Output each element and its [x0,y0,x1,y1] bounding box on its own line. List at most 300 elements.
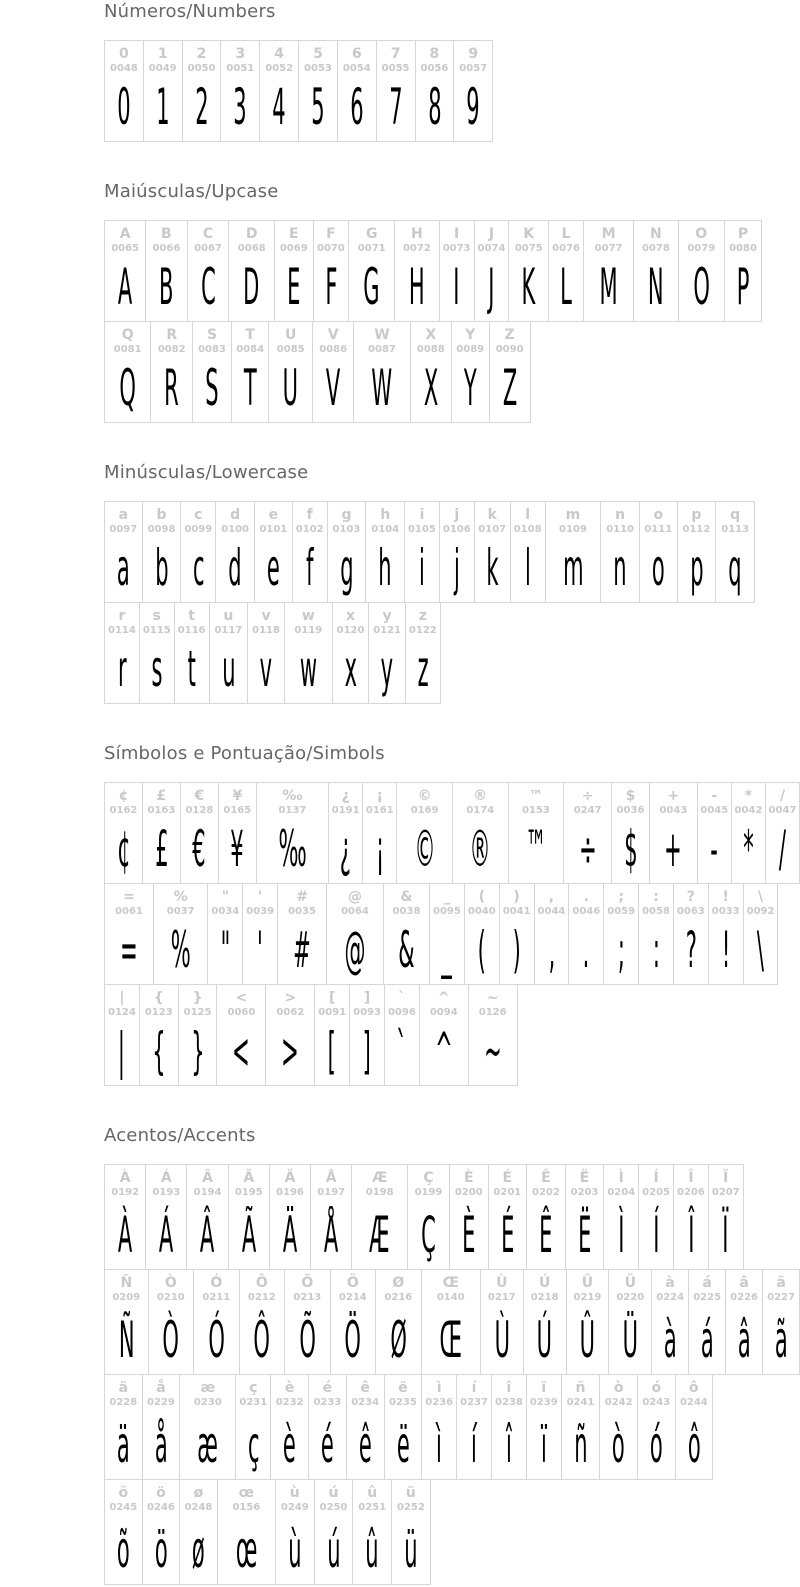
glyph-preview-area [146,1514,177,1578]
glyph-cell [608,1269,652,1375]
unicode-code: 0089 [456,344,485,355]
glyph-preview-area [712,1199,740,1263]
unicode-code: 0048 [109,63,138,74]
unicode-code: 0165 [223,805,252,816]
reference-char: Ä [284,1170,296,1186]
font-glyph: D [243,258,260,316]
reference-char: â [739,1275,749,1291]
reference-char: 3 [235,46,246,62]
glyph-preview-area [728,255,758,315]
font-glyph: & [398,921,415,979]
glyph-cell [228,1164,270,1270]
reference-char: 6 [351,46,362,62]
font-glyph: @ [344,921,366,979]
glyph-cell [207,883,243,985]
font-glyph: I [453,258,460,316]
glyph-cell [284,602,333,704]
glyph-cell [216,984,266,1086]
glyph-preview-area [472,1019,514,1079]
glyph-cell [394,220,440,322]
font-glyph: p [689,539,704,597]
reference-char: Ô [255,1275,268,1291]
glyph-cell [488,1164,528,1270]
unicode-code: 0081 [113,344,142,355]
font-glyph: Ø [390,1311,407,1369]
unicode-code: 0100 [221,524,250,535]
glyph-preview-area [353,1019,381,1079]
font-glyph: Â [200,1206,215,1264]
font-glyph: 9 [466,78,480,136]
unicode-code: 0110 [606,524,635,535]
section-title: Números/Numbers [104,1,276,22]
glyph-preview-area [157,918,205,978]
glyph-cell [376,40,416,142]
reference-char: { [153,990,164,1006]
font-glyph: E [287,258,301,316]
reference-char: , [548,889,555,905]
font-glyph: Ü [622,1311,638,1369]
unicode-code: 0087 [368,344,396,355]
glyph-preview-area [503,918,531,978]
glyph-cell [268,321,313,423]
glyph-cell [186,1164,228,1270]
glyph-cell [603,883,639,985]
unicode-code: 0071 [357,243,386,254]
reference-char: ¡ [376,788,383,804]
font-glyph: © [414,820,436,878]
font-glyph: Æ [369,1206,390,1264]
glyph-table [104,40,800,142]
reference-char: ` [398,990,406,1006]
glyph-preview-area [149,255,183,315]
reference-char: T [245,327,255,343]
unicode-code: 0118 [252,625,280,636]
glyph-preview-area [380,75,412,135]
glyph-preview-area [655,1304,685,1368]
font-glyph: £ [154,820,169,878]
font-glyph: Ë [577,1206,592,1264]
reference-char: R [166,327,178,343]
reference-char: h [380,507,391,523]
glyph-row [104,501,800,603]
glyph-cell [353,321,410,423]
glyph-preview-area [679,1409,710,1473]
unicode-code: 0231 [239,1397,268,1408]
font-glyph: ú [326,1521,341,1579]
font-glyph: € [192,820,207,878]
glyph-preview-area [604,536,636,596]
glyph-cell [611,782,650,884]
glyph-cell [270,1374,309,1480]
reference-char: Z [504,327,515,343]
font-glyph: % [170,921,191,979]
unicode-code: 0197 [317,1187,346,1198]
font-glyph: Ç [421,1206,436,1264]
unicode-code: 0124 [108,1007,136,1018]
font-glyph: { [152,1022,166,1080]
glyph-cell [561,1374,601,1480]
reference-char: V [327,327,339,343]
reference-char: Ï [723,1170,729,1186]
font-glyph: ï [540,1416,547,1474]
unicode-code: 0112 [682,524,711,535]
glyph-preview-area [330,918,380,978]
section-title: Minúsculas/Lowercase [104,462,309,483]
reference-char: < [235,990,248,1006]
font-glyph: = [120,921,138,979]
glyph-preview-area [108,637,136,697]
glyph-row [104,782,800,884]
glyph-cell [349,984,385,1086]
glyph-preview-area [186,75,218,135]
font-glyph: ¢ [116,820,131,878]
font-glyph: y [380,640,394,698]
glyph-preview-area [302,75,334,135]
glyph-cell [346,1374,385,1480]
glyph-cell [396,782,453,884]
font-glyph: ø [192,1521,205,1579]
font-glyph: 8 [427,78,442,136]
glyph-preview-area [457,75,489,135]
reference-char: Õ [301,1275,314,1291]
glyph-cell [284,1269,331,1375]
unicode-code: 0075 [514,243,543,254]
reference-char: ñ [575,1380,586,1396]
font-glyph: 0 [117,78,131,136]
font-glyph: 7 [388,78,403,136]
glyph-cell [104,1269,149,1375]
glyph-preview-area [221,1514,272,1578]
glyph-cell [332,602,370,704]
glyph-cell [153,883,209,985]
glyph-cell [566,1269,610,1375]
unicode-code: 0105 [408,524,436,535]
reference-char: ? [686,889,695,905]
glyph-cell [104,220,146,322]
reference-char: Ú [538,1275,551,1291]
glyph-preview-area [213,637,245,697]
unicode-code: 0250 [319,1502,348,1513]
reference-char: Ü [624,1275,636,1291]
unicode-code: 0060 [227,1007,256,1018]
unicode-code: 0082 [157,344,186,355]
unicode-code: 0056 [420,63,449,74]
unicode-code: 0041 [502,906,531,917]
reference-char: G [365,226,378,242]
glyph-cell [328,782,363,884]
unicode-code: 0125 [183,1007,212,1018]
unicode-code: 0117 [214,625,243,636]
unicode-code: 0247 [573,805,602,816]
unicode-code: 0096 [387,1007,416,1018]
glyph-cell [104,1479,143,1585]
glyph-preview-area [191,255,226,315]
glyph-cell [534,883,570,985]
font-glyph: ò [612,1416,626,1474]
glyph-preview-area [387,918,426,978]
glyph-cell [688,1269,726,1375]
unicode-code: 0111 [644,524,673,535]
unicode-code: 0202 [532,1187,560,1198]
glyph-preview-area [478,536,507,596]
glyph-cell [139,602,175,704]
unicode-code: 0237 [460,1397,488,1408]
glyph-cell [421,1269,481,1375]
font-glyph: â [737,1311,751,1369]
unicode-code: 0121 [373,625,402,636]
glyph-cell [715,501,755,603]
unicode-code: 0036 [616,805,645,816]
glyph-preview-area [219,536,251,596]
unicode-code: 0204 [607,1187,636,1198]
font-glyph: õ [116,1521,130,1579]
glyph-cell [384,1374,423,1480]
font-glyph: + [664,820,683,878]
font-glyph: Í [652,1206,660,1264]
font-glyph: Ó [208,1311,225,1369]
glyph-preview-area [356,1514,388,1578]
font-glyph: 5 [311,78,325,136]
font-glyph: V [325,359,341,417]
glyph-preview-area [653,817,694,877]
reference-char: } [192,990,203,1006]
glyph-row [104,1164,800,1270]
font-glyph: á [700,1311,714,1369]
font-glyph: ù [288,1521,302,1579]
font-glyph: ' [257,921,264,979]
reference-char: ê [360,1380,370,1396]
reference-char: K [523,226,535,242]
font-glyph: Î [687,1206,695,1264]
unicode-code: 0207 [711,1187,740,1198]
font-glyph: H [408,258,425,316]
reference-char: w [301,608,315,624]
reference-char: p [691,507,702,523]
glyph-cell [104,40,144,142]
font-glyph: ® [469,820,491,878]
reference-char: a [118,507,129,523]
reference-char: Ó [210,1275,223,1291]
glyph-preview-area [108,536,139,596]
unicode-code: 0119 [294,625,323,636]
glyph-row [104,602,800,704]
glyph-preview-area [269,1019,311,1079]
unicode-code: 0095 [433,906,461,917]
font-glyph: q [728,539,742,597]
unicode-code: 0094 [429,1007,458,1018]
glyph-cell [193,1269,240,1375]
glyph-preview-area [108,356,147,416]
glyph-cell [675,1374,714,1480]
unicode-code: 0241 [566,1397,595,1408]
glyph-cell [419,984,469,1086]
font-glyph: 3 [233,78,248,136]
glyph-preview-area [607,1199,635,1263]
unicode-code: 0245 [109,1502,138,1513]
unicode-code: 0083 [198,344,226,355]
unicode-code: 0101 [259,524,288,535]
glyph-preview-area [455,356,486,416]
unicode-code: 0227 [767,1292,795,1303]
glyph-preview-area [615,817,646,877]
glyph-cell [451,321,490,423]
glyph-preview-area [108,255,142,315]
unicode-code: 0084 [236,344,265,355]
unicode-code: 0106 [442,524,471,535]
reference-char: î [506,1380,512,1396]
font-glyph: , [548,921,555,979]
unicode-code: 0251 [358,1502,387,1513]
unicode-code: 0055 [381,63,410,74]
glyph-preview-area [493,356,527,416]
glyph-cell [351,1164,408,1270]
glyph-cell [600,501,640,603]
reference-char: Ì [618,1170,624,1186]
glyph-preview-area [719,536,751,596]
glyph-preview-area [317,255,346,315]
reference-char: F [326,226,336,242]
glyph-row [104,321,800,423]
unicode-code: 0196 [276,1187,304,1198]
unicode-code: 0153 [522,805,550,816]
unicode-code: 0080 [729,243,757,254]
font-glyph: $ [623,820,638,878]
font-glyph: ÷ [578,820,597,878]
glyph-preview-area [677,918,705,978]
glyph-cell [404,501,440,603]
reference-char: ù [289,1485,300,1501]
unicode-code: 0128 [185,805,214,816]
glyph-preview-area [769,817,796,877]
unicode-code: 0248 [184,1502,213,1513]
reference-char: \ [757,889,764,905]
font-glyph: ; [617,921,625,979]
glyph-preview-area [642,1199,670,1263]
reference-char: ¥ [232,788,243,804]
font-glyph: æ [197,1416,219,1474]
font-glyph: ™ [525,820,547,878]
unicode-code: 0193 [152,1187,181,1198]
reference-char: t [188,608,195,624]
font-glyph: * [743,820,754,878]
font-glyph: L [560,258,572,316]
unicode-code: 0225 [693,1292,722,1303]
reference-char: S [206,327,218,343]
font-glyph: x [344,640,357,698]
unicode-code: 0044 [537,906,566,917]
glyph-preview-area [281,918,323,978]
font-glyph: t [187,640,196,698]
glyph-cell [259,40,299,142]
font-glyph: Ò [162,1311,180,1369]
reference-char: Û [581,1275,594,1291]
unicode-code: 0092 [746,906,775,917]
font-glyph: b [154,539,169,597]
glyph-cell [499,883,535,985]
reference-char: ^ [437,990,450,1006]
glyph-preview-area [224,75,256,135]
reference-char: ‰ [282,788,303,804]
glyph-cell [180,782,219,884]
glyph-cell [174,602,210,704]
font-glyph: . [582,921,590,979]
unicode-code: 0066 [152,243,181,254]
glyph-row [104,1374,800,1480]
glyph-cell [235,1374,271,1480]
unicode-code: 0098 [147,524,176,535]
glyph-preview-area [366,817,393,877]
reference-char: % [173,889,188,905]
unicode-code: 0079 [687,243,716,254]
glyph-cell [639,501,678,603]
font-glyph: h [378,539,392,597]
font-glyph: ç [247,1416,260,1474]
reference-char: ~ [486,990,499,1006]
glyph-cell [633,220,678,322]
unicode-code: 0050 [187,63,216,74]
font-glyph: [ [328,1022,337,1080]
glyph-preview-area [278,255,310,315]
reference-char: ç [249,1380,258,1396]
font-glyph: é [320,1416,334,1474]
glyph-row [104,40,800,142]
font-glyph: K [521,258,536,316]
glyph-cell [209,602,249,704]
reference-char: + [667,788,680,804]
section-mai-sculas-upcase [104,182,800,423]
unicode-code: 0037 [166,906,195,917]
unicode-code: 0220 [616,1292,645,1303]
reference-char: [ [329,990,336,1006]
glyph-cell [407,1164,450,1270]
glyph-cell [104,602,140,704]
glyph-preview-area [692,1304,722,1368]
glyph-preview-area [352,255,391,315]
reference-char: & [400,889,413,905]
glyph-preview-area [682,255,721,315]
font-glyph: g [339,539,354,597]
unicode-code: 0059 [607,906,636,917]
reference-char: : [653,889,659,905]
glyph-cell [415,40,455,142]
unicode-code: 0077 [594,243,623,254]
glyph-preview-area [552,255,580,315]
font-glyph: e [266,539,280,597]
reference-char: € [194,788,205,804]
glyph-cell [637,1374,676,1480]
glyph-preview-area [332,817,359,877]
reference-char: - [711,788,718,804]
glyph-cell [308,1374,347,1480]
unicode-code: 0102 [295,524,324,535]
reference-char: ï [541,1380,547,1396]
unicode-code: 0224 [656,1292,685,1303]
glyph-cell [456,1374,492,1480]
reference-char: L [561,226,571,242]
font-glyph: Á [159,1206,174,1264]
section-acentos-accents [104,1126,800,1585]
glyph-preview-area [143,1019,175,1079]
glyph-preview-area [408,536,436,596]
font-glyph: Ú [536,1311,553,1369]
font-glyph: ê [358,1416,372,1474]
unicode-code: 0252 [396,1502,425,1513]
font-glyph: U [283,359,299,417]
unicode-code: 0228 [109,1397,138,1408]
glyph-cell [179,1374,236,1480]
unicode-code: 0088 [416,344,445,355]
reference-char: N [650,226,662,242]
